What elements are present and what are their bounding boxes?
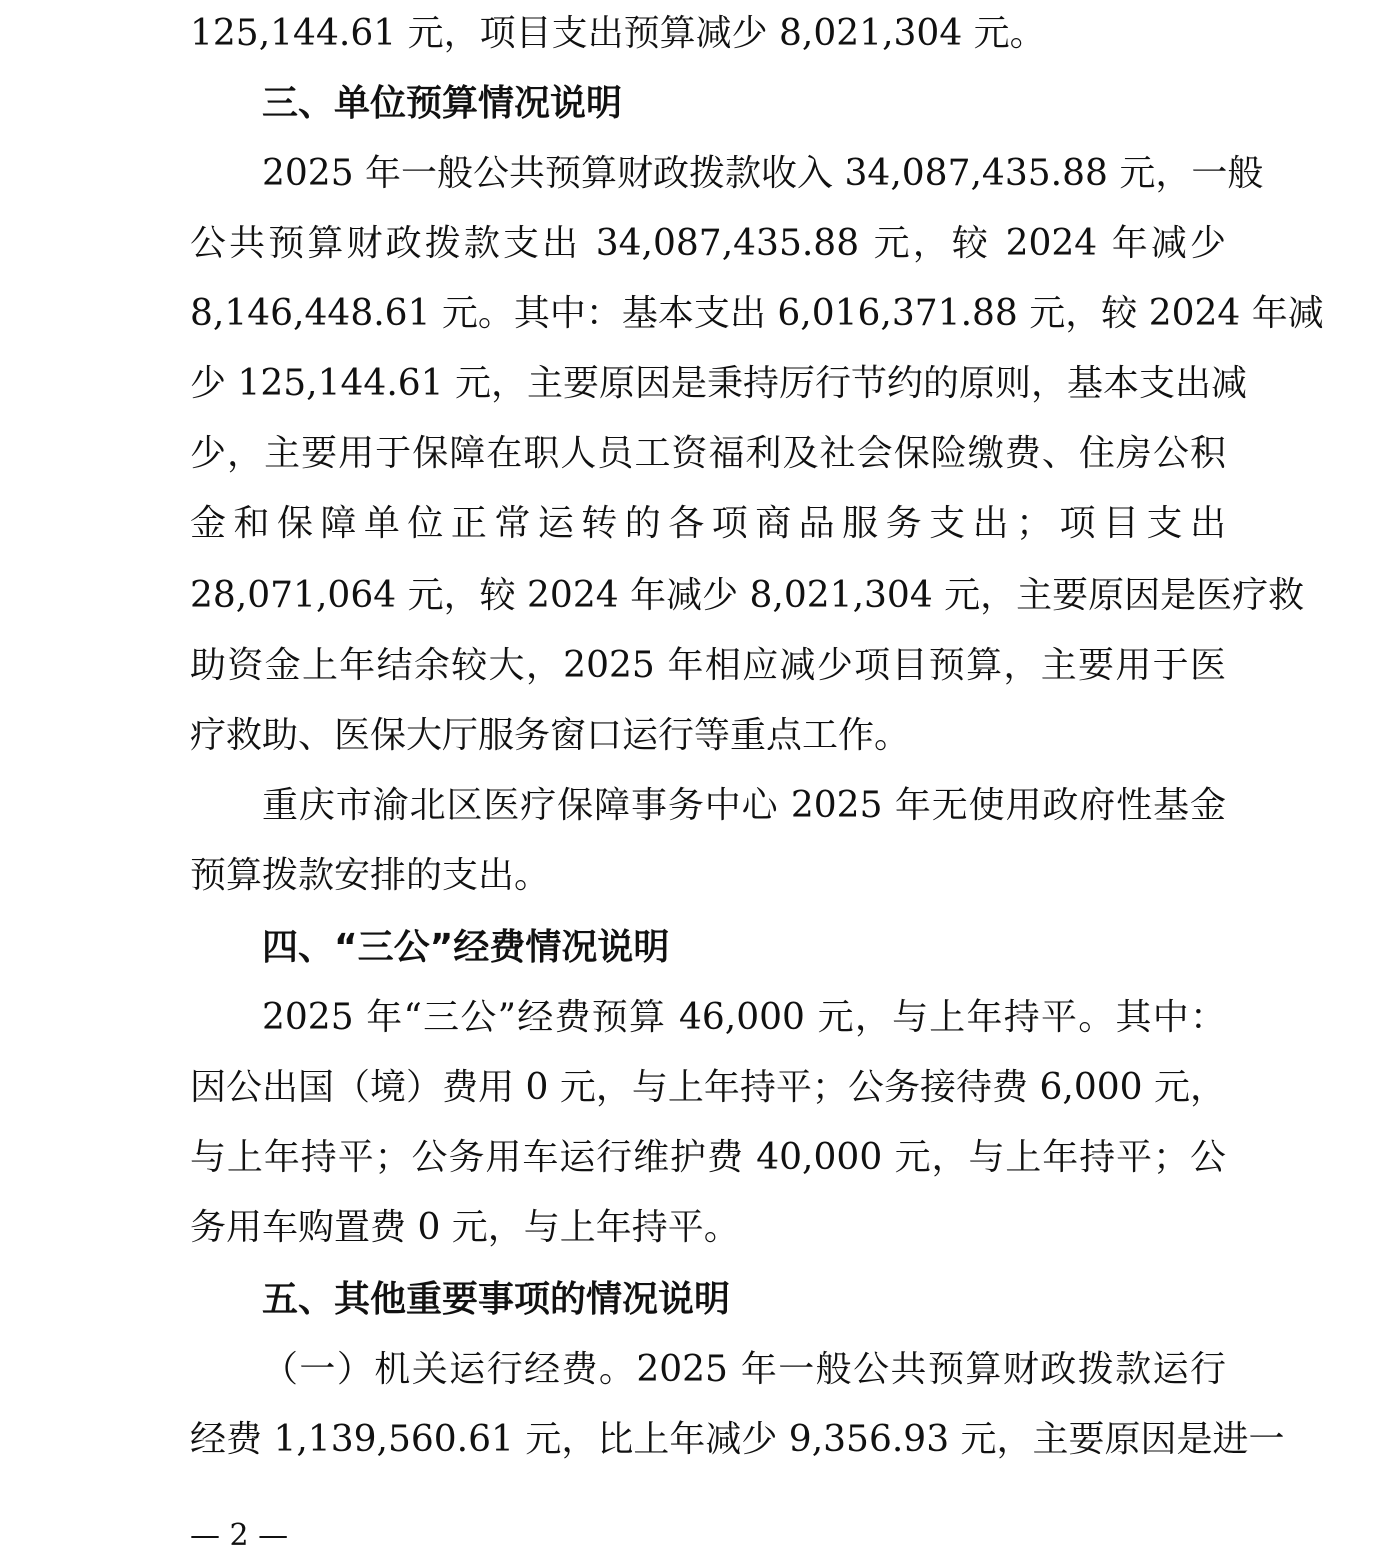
body-line: 125,144.61 元，项目支出预算减少 8,021,304 元。 xyxy=(190,13,1046,54)
body-line: 与上年持平；公务用车运行维护费 40,000 元，与上年持平；公 xyxy=(190,1137,1226,1178)
body-line: 疗救助、医保大厅服务窗口运行等重点工作。 xyxy=(190,715,911,756)
body-line: 预算拨款安排的支出。 xyxy=(190,855,551,896)
body-line: 少 125,144.61 元，主要原因是秉持厉行节约的原则，基本支出减 xyxy=(190,363,1248,404)
section-heading-other-matters: 五、其他重要事项的情况说明 xyxy=(262,1279,731,1320)
body-line: 因公出国（境）费用 0 元，与上年持平；公务接待费 6,000 元， xyxy=(190,1067,1226,1108)
body-line: 务用车购置费 0 元，与上年持平。 xyxy=(190,1207,740,1248)
body-line: （一）机关运行经费。2025 年一般公共预算财政拨款运行 xyxy=(262,1349,1226,1390)
body-line: 经费 1,139,560.61 元，比上年减少 9,356.93 元，主要原因是进一 xyxy=(190,1419,1285,1460)
body-line: 2025 年一般公共预算财政拨款收入 34,087,435.88 元，一般 xyxy=(262,153,1264,194)
body-line: 助资金上年结余较大，2025 年相应减少项目预算，主要用于医 xyxy=(190,645,1226,686)
section-heading-three-public: 四、“三公”经费情况说明 xyxy=(262,927,670,968)
body-line: 28,071,064 元，较 2024 年减少 8,021,304 元，主要原因是医疗救 xyxy=(190,575,1305,616)
page-number: — 2 — xyxy=(190,1518,289,1553)
body-line: 少，主要用于保障在职人员工资福利及社会保险缴费、住房公积 xyxy=(190,433,1226,474)
body-line: 8,146,448.61 元。其中：基本支出 6,016,371.88 元，较 2024 年减 xyxy=(190,293,1324,334)
section-heading-unit-budget: 三、单位预算情况说明 xyxy=(262,83,623,124)
body-line: 公共预算财政拨款支出 34,087,435.88 元，较 2024 年减少 xyxy=(190,223,1226,264)
body-line: 2025 年“三公”经费预算 46,000 元，与上年持平。其中： xyxy=(262,997,1226,1038)
body-line: 金和保障单位正常运转的各项商品服务支出；项目支出 xyxy=(190,503,1226,544)
body-line: 重庆市渝北区医疗保障事务中心 2025 年无使用政府性基金 xyxy=(262,785,1226,826)
